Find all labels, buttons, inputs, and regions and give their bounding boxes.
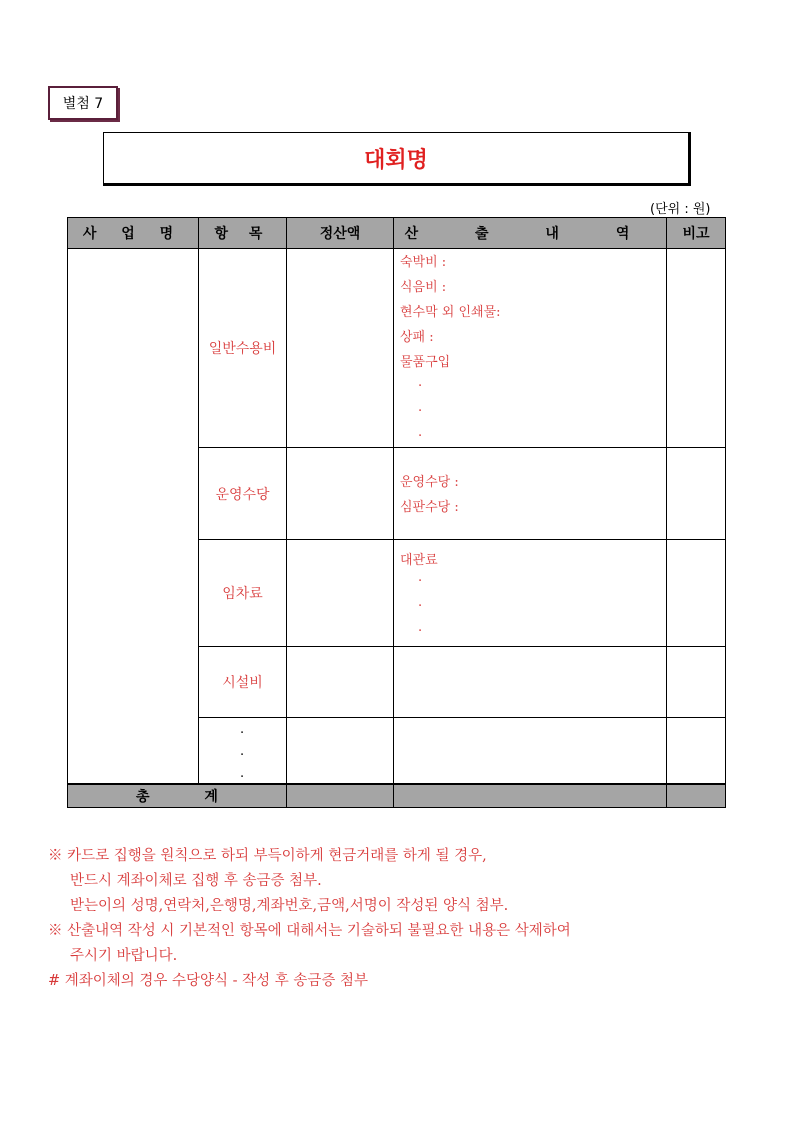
project-name-cell[interactable] bbox=[67, 248, 199, 785]
header-amount bbox=[286, 217, 394, 249]
detail-cell[interactable] bbox=[393, 646, 667, 718]
item-label: 일반수용비 bbox=[208, 341, 277, 357]
ellipsis-dot: . bbox=[418, 425, 423, 440]
detail-cell[interactable] bbox=[393, 717, 667, 785]
amount-cell[interactable] bbox=[286, 447, 394, 540]
detail-line: 식음비 : bbox=[400, 280, 447, 295]
item-cell-more bbox=[198, 717, 287, 785]
ellipsis-dot: . bbox=[240, 722, 245, 737]
item-cell-facility-cost bbox=[198, 646, 287, 718]
item-label: 시설비 bbox=[222, 675, 263, 691]
header-amount-label: 정산액 bbox=[319, 226, 361, 242]
total-detail-cell bbox=[393, 783, 667, 808]
remark-cell[interactable] bbox=[666, 447, 726, 540]
settlement-table bbox=[67, 217, 726, 808]
detail-cell bbox=[393, 248, 667, 448]
attachment-label: 별첨 7 bbox=[48, 86, 118, 120]
ellipsis-dot: . bbox=[418, 620, 423, 635]
item-cell-operation-allowance bbox=[198, 447, 287, 540]
note-line: ※ 카드로 집행을 원칙으로 하되 부득이하게 현금거래를 하게 될 경우, bbox=[48, 848, 487, 864]
title-box bbox=[103, 132, 691, 186]
notes-section bbox=[48, 844, 571, 994]
ellipsis-dot: . bbox=[240, 766, 245, 781]
ellipsis-dot: . bbox=[418, 595, 423, 610]
remark-cell[interactable] bbox=[666, 646, 726, 718]
header-project bbox=[67, 217, 199, 249]
note-line: 받는이의 성명,연락처,은행명,계좌번호,금액,서명이 작성된 양식 첨부. bbox=[70, 898, 509, 914]
header-remark bbox=[666, 217, 726, 249]
detail-line: 현수막 외 인쇄물: bbox=[400, 305, 501, 320]
amount-cell[interactable] bbox=[286, 248, 394, 448]
detail-line: 심판수당 : bbox=[400, 500, 459, 515]
header-project-label: 사 업 명 bbox=[82, 226, 184, 242]
total-remark-cell bbox=[666, 783, 726, 808]
header-detail bbox=[393, 217, 667, 249]
remark-cell[interactable] bbox=[666, 248, 726, 448]
header-item-label: 항 목 bbox=[214, 226, 271, 242]
header-remark-label: 비고 bbox=[682, 226, 710, 242]
detail-cell bbox=[393, 539, 667, 647]
note-line: ※ 산출내역 작성 시 기본적인 항목에 대해서는 기술하되 불필요한 내용은 삭제하여 bbox=[48, 923, 571, 939]
item-label: 운영수당 bbox=[215, 486, 270, 503]
header-item bbox=[198, 217, 287, 249]
detail-line: 운영수당 : bbox=[400, 475, 459, 490]
detail-cell bbox=[393, 447, 667, 540]
item-cell-rental-fee bbox=[198, 539, 287, 647]
total-label: 총 계 bbox=[136, 789, 218, 805]
ellipsis-dot: . bbox=[240, 744, 245, 759]
amount-cell[interactable] bbox=[286, 646, 394, 718]
item-label: 임차료 bbox=[222, 586, 263, 602]
remark-cell[interactable] bbox=[666, 717, 726, 785]
note-line: 반드시 계좌이체로 집행 후 송금증 첨부. bbox=[70, 873, 322, 889]
note-line: # 계좌이체의 경우 수당양식 - 작성 후 송금증 첨부 bbox=[48, 973, 369, 989]
ellipsis-dot: . bbox=[418, 400, 423, 415]
detail-line: 대관료 bbox=[400, 553, 438, 568]
ellipsis-dot: . bbox=[418, 375, 423, 390]
total-label-cell bbox=[67, 783, 287, 808]
detail-line: 상패 : bbox=[400, 330, 434, 345]
document-title: 대회명 bbox=[364, 146, 428, 173]
remark-cell[interactable] bbox=[666, 539, 726, 647]
detail-line: 숙박비 : bbox=[400, 255, 447, 270]
amount-cell[interactable] bbox=[286, 539, 394, 647]
amount-cell[interactable] bbox=[286, 717, 394, 785]
ellipsis-dot: . bbox=[418, 570, 423, 585]
total-amount-cell[interactable] bbox=[286, 783, 394, 808]
header-detail-label: 산 출 내 역 bbox=[404, 226, 656, 242]
item-cell-general-expense bbox=[198, 248, 287, 448]
note-line: 주시기 바랍니다. bbox=[70, 948, 178, 964]
unit-note: (단위 : 원) bbox=[650, 202, 711, 217]
detail-line: 물품구입 bbox=[400, 355, 451, 370]
